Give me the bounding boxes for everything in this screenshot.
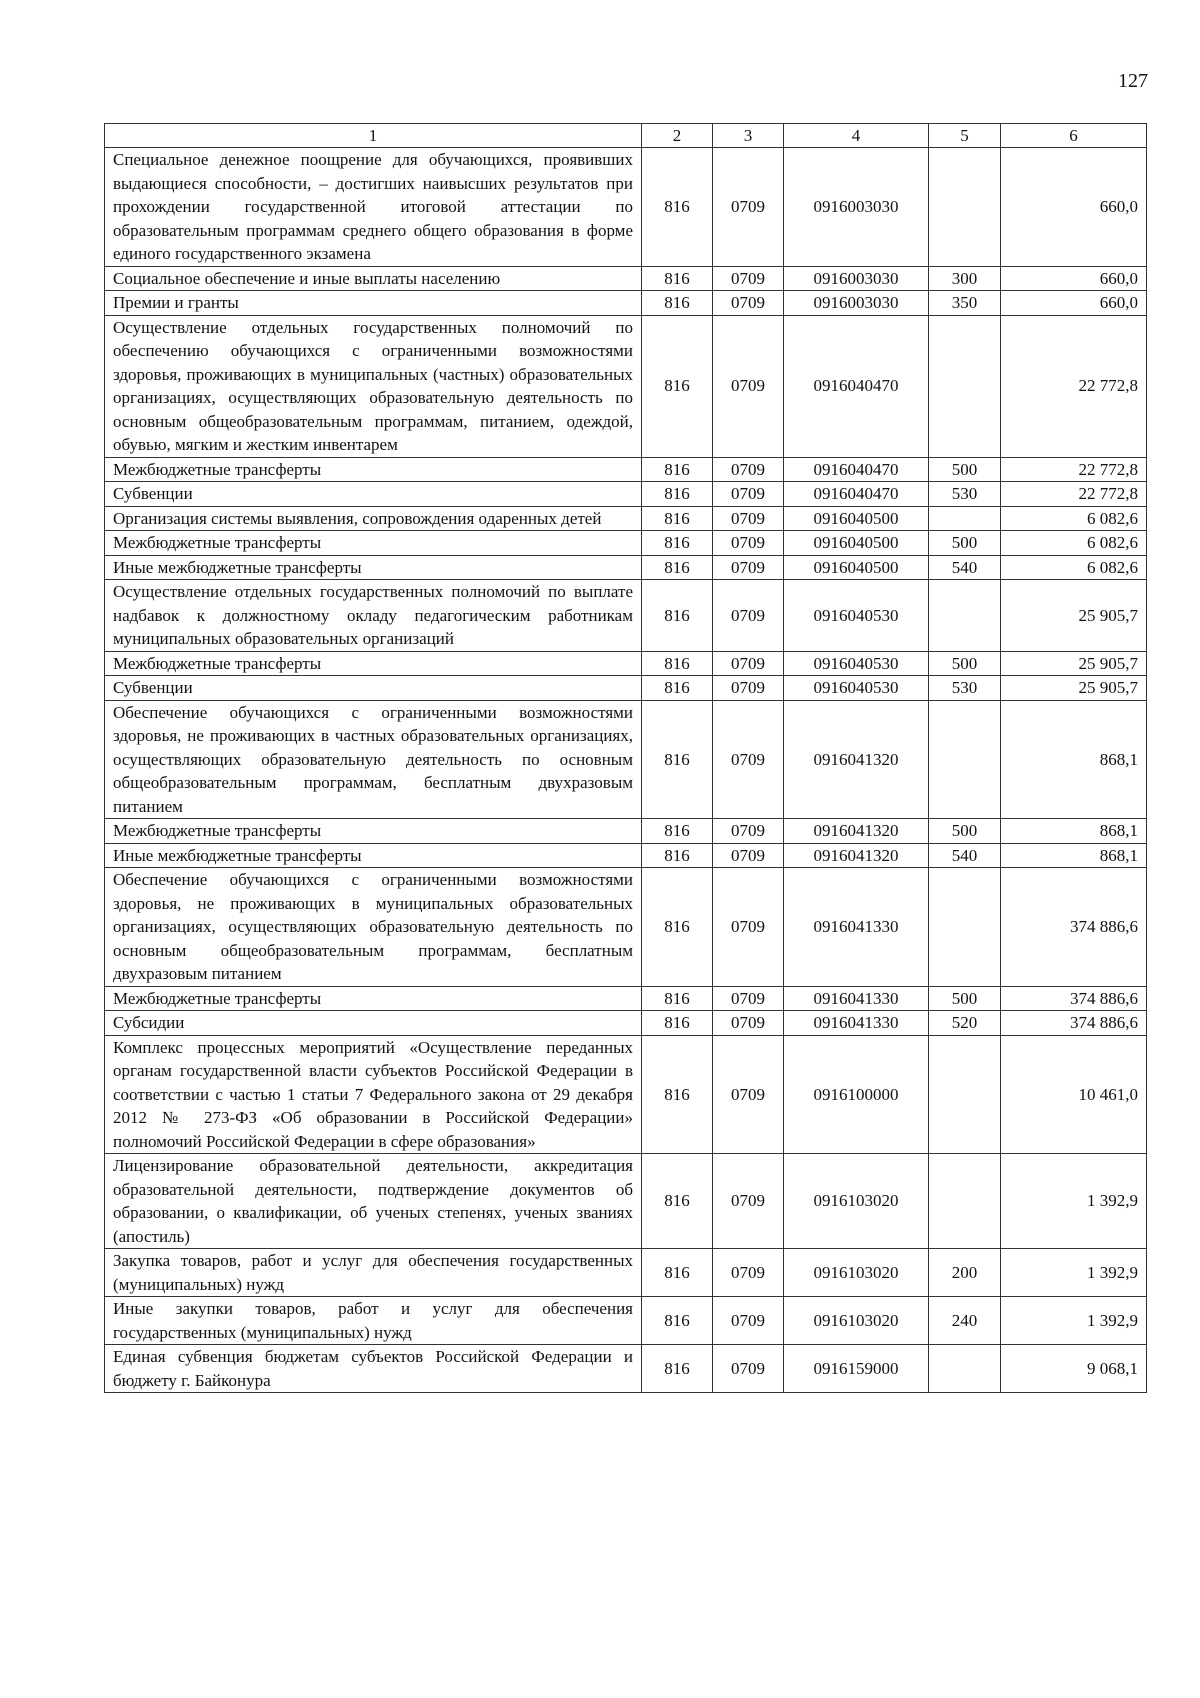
row-target-code: 0916041330 bbox=[784, 1011, 929, 1036]
table-row bbox=[105, 700, 1147, 819]
row-name: Обеспечение обучающихся с ограниченными возможностями здоровья, не проживающих в частных образовательных организациях, осуществляющих образовательную деятельность по основным общеобразовательным программам, бесплатным двухразовым питанием bbox=[105, 700, 642, 819]
row-name: Осуществление отдельных государственных полномочий по обеспечению обучающихся с ограниченными возможностями здоровья, проживающих в муниципальных (частных) образовательных организациях, осуществляющих образовательную деятельность по основным общеобразовательным программам, питанием, одеждой, обувью, мягким и жестким инвентарем bbox=[105, 315, 642, 457]
row-expense-type bbox=[929, 506, 1001, 531]
row-target-code: 0916159000 bbox=[784, 1345, 929, 1393]
row-section-code: 0709 bbox=[713, 700, 784, 819]
row-expense-type bbox=[929, 148, 1001, 267]
row-amount: 868,1 bbox=[1001, 843, 1147, 868]
table-row bbox=[105, 651, 1147, 676]
row-name: Специальное денежное поощрение для обучающихся, проявивших выдающиеся способности, – достигших наивысших результатов при прохождении государственной итоговой аттестации по образовательным программам среднего общего образования в форме единого государственного экзамена bbox=[105, 148, 642, 267]
row-name: Обеспечение обучающихся с ограниченными возможностями здоровья, не проживающих в муниципальных образовательных организациях, осуществляющих образовательную деятельность по основным общеобразовательным программам, бесплатным двухразовым питанием bbox=[105, 868, 642, 987]
row-section-code: 0709 bbox=[713, 1154, 784, 1249]
budget-table bbox=[104, 123, 1147, 1393]
row-amount: 1 392,9 bbox=[1001, 1249, 1147, 1297]
row-ved-code: 816 bbox=[642, 1035, 713, 1154]
row-target-code: 0916100000 bbox=[784, 1035, 929, 1154]
row-section-code: 0709 bbox=[713, 531, 784, 556]
row-ved-code: 816 bbox=[642, 1297, 713, 1345]
row-name: Комплекс процессных мероприятий «Осуществление переданных органам государственной власти субъектов Российской Федерации в соответствии с частью 1 статьи 7 Федерального закона от 29 декабря 2012 № 273-ФЗ «Об образовании в Российской Федерации» полномочий Российской Федерации в сфере образования» bbox=[105, 1035, 642, 1154]
page-number: 127 bbox=[1118, 70, 1148, 92]
row-amount: 374 886,6 bbox=[1001, 1011, 1147, 1036]
row-expense-type: 500 bbox=[929, 531, 1001, 556]
row-section-code: 0709 bbox=[713, 315, 784, 457]
row-expense-type: 520 bbox=[929, 1011, 1001, 1036]
row-amount: 6 082,6 bbox=[1001, 555, 1147, 580]
row-target-code: 0916003030 bbox=[784, 291, 929, 316]
row-name: Иные межбюджетные трансферты bbox=[105, 843, 642, 868]
header-col-5: 5 bbox=[929, 124, 1001, 148]
row-expense-type bbox=[929, 1035, 1001, 1154]
row-amount: 25 905,7 bbox=[1001, 676, 1147, 701]
row-section-code: 0709 bbox=[713, 868, 784, 987]
row-expense-type: 500 bbox=[929, 651, 1001, 676]
table-row bbox=[105, 676, 1147, 701]
row-section-code: 0709 bbox=[713, 1249, 784, 1297]
table-row bbox=[105, 1035, 1147, 1154]
row-amount: 22 772,8 bbox=[1001, 457, 1147, 482]
header-col-4: 4 bbox=[784, 124, 929, 148]
table-row bbox=[105, 555, 1147, 580]
table-row bbox=[105, 1249, 1147, 1297]
row-target-code: 0916103020 bbox=[784, 1297, 929, 1345]
table-row bbox=[105, 868, 1147, 987]
row-section-code: 0709 bbox=[713, 676, 784, 701]
row-section-code: 0709 bbox=[713, 266, 784, 291]
table-row bbox=[105, 315, 1147, 457]
row-expense-type: 240 bbox=[929, 1297, 1001, 1345]
row-ved-code: 816 bbox=[642, 1345, 713, 1393]
row-name: Межбюджетные трансферты bbox=[105, 457, 642, 482]
row-expense-type: 530 bbox=[929, 482, 1001, 507]
row-section-code: 0709 bbox=[713, 580, 784, 652]
row-target-code: 0916003030 bbox=[784, 266, 929, 291]
table-row bbox=[105, 580, 1147, 652]
row-section-code: 0709 bbox=[713, 1345, 784, 1393]
row-target-code: 0916040500 bbox=[784, 555, 929, 580]
row-amount: 660,0 bbox=[1001, 148, 1147, 267]
row-ved-code: 816 bbox=[642, 1011, 713, 1036]
row-section-code: 0709 bbox=[713, 843, 784, 868]
row-amount: 868,1 bbox=[1001, 700, 1147, 819]
table-body bbox=[105, 148, 1147, 1393]
row-amount: 25 905,7 bbox=[1001, 580, 1147, 652]
row-section-code: 0709 bbox=[713, 148, 784, 267]
row-ved-code: 816 bbox=[642, 986, 713, 1011]
header-col-3: 3 bbox=[713, 124, 784, 148]
row-target-code: 0916041320 bbox=[784, 819, 929, 844]
row-name: Иные межбюджетные трансферты bbox=[105, 555, 642, 580]
table-header-row bbox=[105, 124, 1147, 148]
row-section-code: 0709 bbox=[713, 482, 784, 507]
row-name: Субвенции bbox=[105, 676, 642, 701]
row-expense-type: 540 bbox=[929, 555, 1001, 580]
row-section-code: 0709 bbox=[713, 986, 784, 1011]
row-name: Лицензирование образовательной деятельности, аккредитация образовательной деятельности, подтверждение документов об образовании, о квалификации, об ученых степенях, ученых званиях (апостиль) bbox=[105, 1154, 642, 1249]
row-ved-code: 816 bbox=[642, 819, 713, 844]
row-amount: 660,0 bbox=[1001, 291, 1147, 316]
table-row bbox=[105, 482, 1147, 507]
row-expense-type bbox=[929, 1154, 1001, 1249]
row-amount: 25 905,7 bbox=[1001, 651, 1147, 676]
row-ved-code: 816 bbox=[642, 315, 713, 457]
row-amount: 10 461,0 bbox=[1001, 1035, 1147, 1154]
row-target-code: 0916041330 bbox=[784, 986, 929, 1011]
row-expense-type: 500 bbox=[929, 986, 1001, 1011]
table-row bbox=[105, 1011, 1147, 1036]
table-row bbox=[105, 457, 1147, 482]
row-expense-type: 350 bbox=[929, 291, 1001, 316]
row-name: Социальное обеспечение и иные выплаты населению bbox=[105, 266, 642, 291]
row-ved-code: 816 bbox=[642, 651, 713, 676]
row-amount: 22 772,8 bbox=[1001, 315, 1147, 457]
row-target-code: 0916040500 bbox=[784, 531, 929, 556]
row-ved-code: 816 bbox=[642, 457, 713, 482]
table-row bbox=[105, 506, 1147, 531]
row-target-code: 0916040470 bbox=[784, 457, 929, 482]
row-amount: 660,0 bbox=[1001, 266, 1147, 291]
row-section-code: 0709 bbox=[713, 1035, 784, 1154]
header-col-2: 2 bbox=[642, 124, 713, 148]
row-name: Осуществление отдельных государственных полномочий по выплате надбавок к должностному окладу педагогическим работникам муниципальных образовательных организаций bbox=[105, 580, 642, 652]
row-name: Премии и гранты bbox=[105, 291, 642, 316]
row-section-code: 0709 bbox=[713, 1011, 784, 1036]
row-name: Межбюджетные трансферты bbox=[105, 986, 642, 1011]
row-ved-code: 816 bbox=[642, 676, 713, 701]
table-row bbox=[105, 986, 1147, 1011]
table-row bbox=[105, 291, 1147, 316]
row-ved-code: 816 bbox=[642, 1249, 713, 1297]
row-expense-type: 300 bbox=[929, 266, 1001, 291]
row-target-code: 0916041320 bbox=[784, 843, 929, 868]
row-section-code: 0709 bbox=[713, 291, 784, 316]
row-expense-type: 500 bbox=[929, 457, 1001, 482]
row-name: Межбюджетные трансферты bbox=[105, 819, 642, 844]
row-target-code: 0916103020 bbox=[784, 1249, 929, 1297]
row-name: Закупка товаров, работ и услуг для обеспечения государственных (муниципальных) нужд bbox=[105, 1249, 642, 1297]
table-row bbox=[105, 148, 1147, 267]
table-row bbox=[105, 819, 1147, 844]
row-section-code: 0709 bbox=[713, 651, 784, 676]
row-ved-code: 816 bbox=[642, 580, 713, 652]
row-target-code: 0916040470 bbox=[784, 315, 929, 457]
row-ved-code: 816 bbox=[642, 506, 713, 531]
row-target-code: 0916040500 bbox=[784, 506, 929, 531]
row-amount: 1 392,9 bbox=[1001, 1297, 1147, 1345]
row-name: Межбюджетные трансферты bbox=[105, 651, 642, 676]
row-ved-code: 816 bbox=[642, 148, 713, 267]
row-expense-type bbox=[929, 868, 1001, 987]
row-amount: 22 772,8 bbox=[1001, 482, 1147, 507]
row-name: Единая субвенция бюджетам субъектов Российской Федерации и бюджету г. Байконура bbox=[105, 1345, 642, 1393]
row-amount: 1 392,9 bbox=[1001, 1154, 1147, 1249]
row-target-code: 0916041320 bbox=[784, 700, 929, 819]
row-section-code: 0709 bbox=[713, 819, 784, 844]
row-ved-code: 816 bbox=[642, 700, 713, 819]
row-expense-type: 540 bbox=[929, 843, 1001, 868]
row-target-code: 0916103020 bbox=[784, 1154, 929, 1249]
row-section-code: 0709 bbox=[713, 1297, 784, 1345]
row-expense-type bbox=[929, 315, 1001, 457]
row-amount: 868,1 bbox=[1001, 819, 1147, 844]
row-ved-code: 816 bbox=[642, 843, 713, 868]
row-name: Межбюджетные трансферты bbox=[105, 531, 642, 556]
row-ved-code: 816 bbox=[642, 1154, 713, 1249]
row-name: Иные закупки товаров, работ и услуг для обеспечения государственных (муниципальных) нужд bbox=[105, 1297, 642, 1345]
row-target-code: 0916040530 bbox=[784, 676, 929, 701]
row-name: Организация системы выявления, сопровождения одаренных детей bbox=[105, 506, 642, 531]
row-name: Субвенции bbox=[105, 482, 642, 507]
table-row bbox=[105, 1345, 1147, 1393]
row-expense-type: 530 bbox=[929, 676, 1001, 701]
row-amount: 374 886,6 bbox=[1001, 986, 1147, 1011]
row-ved-code: 816 bbox=[642, 868, 713, 987]
table-row bbox=[105, 843, 1147, 868]
row-expense-type: 500 bbox=[929, 819, 1001, 844]
table-row bbox=[105, 1297, 1147, 1345]
row-amount: 6 082,6 bbox=[1001, 506, 1147, 531]
table-row bbox=[105, 266, 1147, 291]
header-col-6: 6 bbox=[1001, 124, 1147, 148]
row-amount: 374 886,6 bbox=[1001, 868, 1147, 987]
table-row bbox=[105, 531, 1147, 556]
row-target-code: 0916003030 bbox=[784, 148, 929, 267]
row-ved-code: 816 bbox=[642, 291, 713, 316]
row-expense-type bbox=[929, 700, 1001, 819]
row-section-code: 0709 bbox=[713, 555, 784, 580]
row-amount: 6 082,6 bbox=[1001, 531, 1147, 556]
row-section-code: 0709 bbox=[713, 457, 784, 482]
row-name: Субсидии bbox=[105, 1011, 642, 1036]
row-expense-type bbox=[929, 580, 1001, 652]
row-ved-code: 816 bbox=[642, 266, 713, 291]
row-target-code: 0916040530 bbox=[784, 651, 929, 676]
row-ved-code: 816 bbox=[642, 555, 713, 580]
row-expense-type: 200 bbox=[929, 1249, 1001, 1297]
header-col-1: 1 bbox=[105, 124, 642, 148]
row-target-code: 0916040530 bbox=[784, 580, 929, 652]
row-target-code: 0916041330 bbox=[784, 868, 929, 987]
table-row bbox=[105, 1154, 1147, 1249]
row-target-code: 0916040470 bbox=[784, 482, 929, 507]
row-section-code: 0709 bbox=[713, 506, 784, 531]
row-ved-code: 816 bbox=[642, 482, 713, 507]
row-expense-type bbox=[929, 1345, 1001, 1393]
row-amount: 9 068,1 bbox=[1001, 1345, 1147, 1393]
row-ved-code: 816 bbox=[642, 531, 713, 556]
